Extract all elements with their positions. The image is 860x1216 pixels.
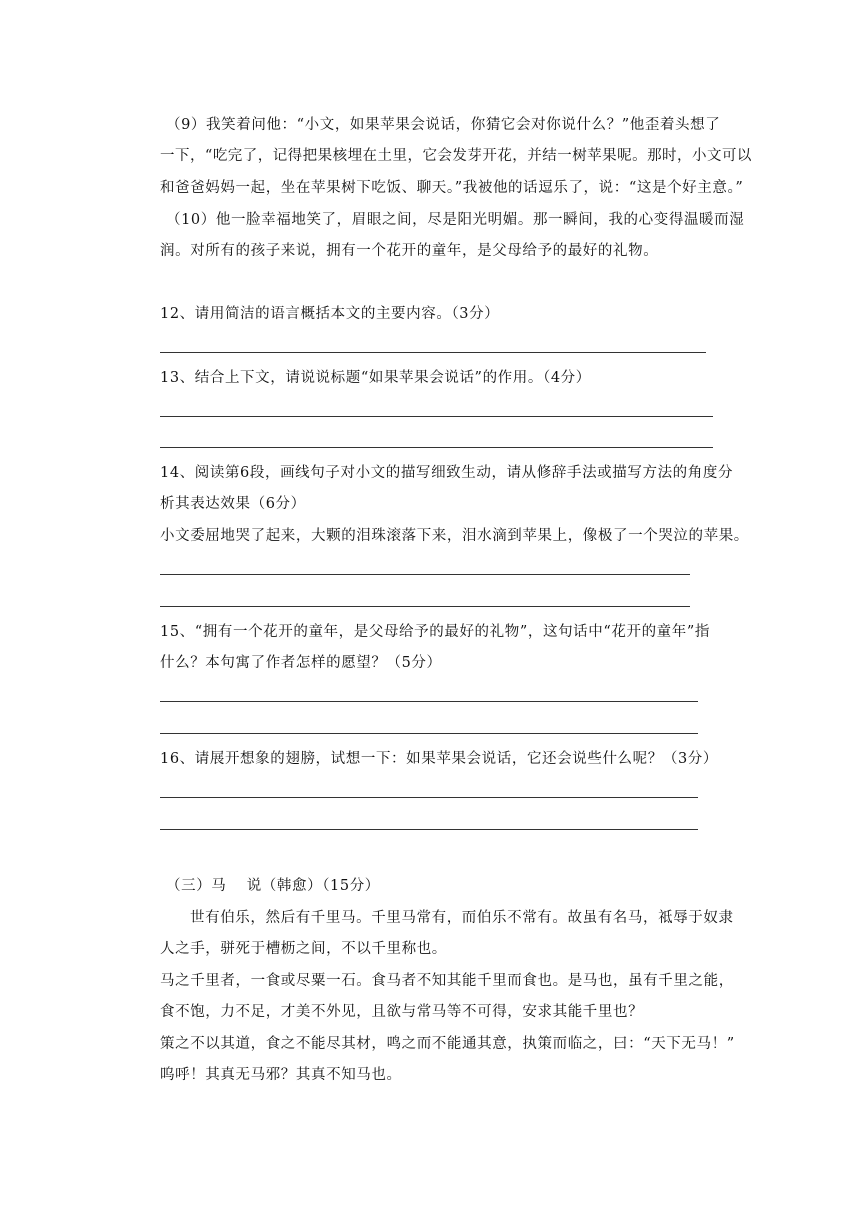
story-p10-line-2: 润。对所有的孩子来说，拥有一个花开的童年，是父母给予的最好的礼物。 xyxy=(160,243,659,259)
question-13: 13、结合上下文，请说说标题“如果苹果会说话”的作用。（4分） xyxy=(160,370,591,386)
answer-line-q13-1[interactable] xyxy=(160,416,713,417)
section-3-p2-line-2: 食不饱，力不足，才美不外见，且欲与常马等不可得，安求其能千里也？ xyxy=(160,1004,644,1020)
question-15-line-1: 15、“拥有一个花开的童年，是父母给予的最好的礼物”，这句话中“花开的童年”指 xyxy=(160,624,710,640)
section-3-p1-line-2: 人之手，骈死于槽枥之间，不以千里称也。 xyxy=(160,941,447,957)
answer-line-q13-2[interactable] xyxy=(160,447,713,448)
section-3-p2-line-1: 马之千里者，一食或尽粟一石。食马者不知其能千里而食也。是马也，虽有千里之能， xyxy=(160,973,734,989)
answer-line-q15-1[interactable] xyxy=(160,701,698,702)
section-3-p3-line-2: 呜呼！其真无马邪？其真不知马也。 xyxy=(160,1067,402,1083)
story-p10-line-1: （10）他一脸幸福地笑了，眉眼之间，尽是阳光明媚。那一瞬间，我的心变得温暖而湿 xyxy=(166,212,745,228)
question-14-quote: 小文委屈地哭了起来，大颗的泪珠滚落下来，泪水滴到苹果上，像极了一个哭泣的苹果。 xyxy=(160,528,749,544)
answer-line-q14-1[interactable] xyxy=(160,574,690,575)
answer-line-q16-2[interactable] xyxy=(160,829,698,830)
section-3-p3-line-1: 策之不以其道，食之不能尽其材，鸣之而不能通其意，执策而临之，曰：“天下无马！” xyxy=(160,1036,735,1052)
story-p9-line-3: 和爸爸妈妈一起，坐在苹果树下吃饭、聊天。”我被他的话逗乐了，说：“这是个好主意。” xyxy=(160,180,744,196)
answer-line-q12-1[interactable] xyxy=(160,352,706,353)
answer-line-q14-2[interactable] xyxy=(160,606,690,607)
answer-line-q16-1[interactable] xyxy=(160,797,698,798)
section-3-heading: （三）马 说（韩愈）（15分） xyxy=(166,878,380,894)
answer-line-q15-2[interactable] xyxy=(160,733,698,734)
question-14-line-1: 14、阅读第6段，画线句子对小文的描写细致生动，请从修辞手法或描写方法的角度分 xyxy=(160,465,734,481)
question-15-line-2: 什么？本句寓了作者怎样的愿望？（5分） xyxy=(160,655,442,671)
question-12: 12、请用简洁的语言概括本文的主要内容。（3分） xyxy=(160,306,500,322)
question-16: 16、请展开想象的翅膀，试想一下：如果苹果会说话，它还会说些什么呢？（3分） xyxy=(160,751,718,767)
story-p9-line-2: 一下，“吃完了，记得把果核埋在土里，它会发芽开花，并结一树苹果呢。那时，小文可以 xyxy=(160,148,752,164)
section-3-p1-line-1: 世有伯乐，然后有千里马。千里马常有，而伯乐不常有。故虽有名马，祗辱于奴隶 xyxy=(190,910,734,926)
question-14-line-2: 析其表达效果（6分） xyxy=(160,496,306,512)
story-p9-line-1: （9）我笑着问他：“小文，如果苹果会说话，你猜它会对你说什么？”他歪着头想了 xyxy=(166,117,721,133)
